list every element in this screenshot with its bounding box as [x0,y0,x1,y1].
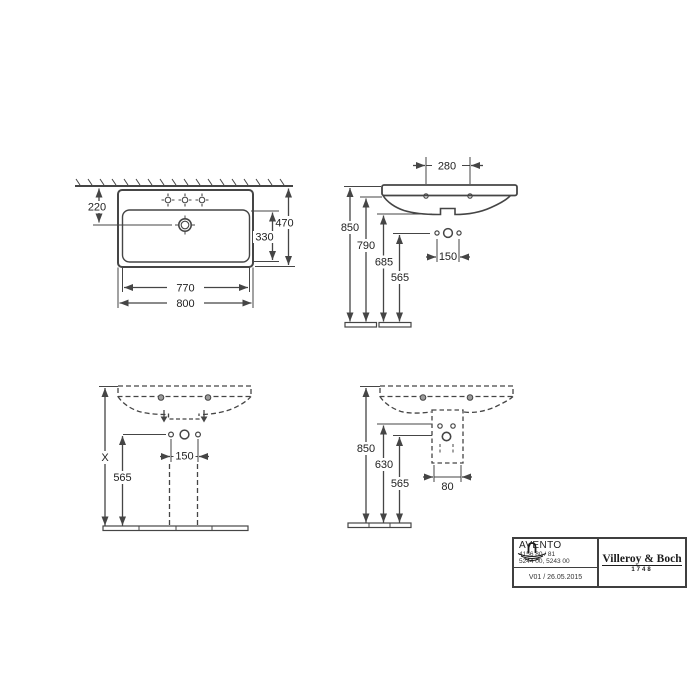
dim-label-685: 685 [374,256,394,269]
tap-holes [162,194,209,207]
fixing-holes [169,430,201,439]
dim-280 [413,157,483,184]
dim-label-850: 850 [340,222,360,234]
title-block-brand-cell [599,539,685,586]
rim-outline-dashed [380,386,513,397]
dim-80 [423,465,472,493]
underside-profile [383,196,511,215]
underside-profile-dashed [380,397,513,414]
mount-hole-left-dashed [158,395,164,401]
mount-hole-left-dashed [420,395,426,401]
title-block [512,537,687,588]
basin-bowl-outline [123,210,250,262]
product-name: AVENTO [519,540,562,551]
dim-label-x: X [101,452,109,464]
drain-notch-dashed [169,414,200,420]
dim-x [96,387,118,526]
dim-label-800: 800 [176,298,195,310]
fixing-holes [435,229,461,238]
dim-label-565-front: 565 [390,272,410,284]
standpipe-dashed [170,464,198,526]
article-numbers-line1: 4156 80 / 81 [519,551,556,558]
drain-crosshairs [175,216,195,235]
dim-label-280: 280 [437,160,457,173]
dim-label-150-front: 150 [438,251,458,263]
dim-label-150-pedestal: 150 [175,450,194,463]
dim-label-850-trap: 850 [356,443,376,455]
dim-565 [385,234,430,322]
pedestal-view [96,386,251,531]
underside-profile-dashed [118,397,251,415]
dim-770 [123,268,250,295]
dim-150-pedestal [160,439,209,463]
dim-850-trap [352,387,381,523]
fixing-direction-arrows [161,410,208,423]
dim-630 [369,424,432,523]
dim-label-770: 770 [176,282,195,295]
brand-name: Villeroy & Boch [602,553,682,565]
dim-685 [369,214,432,322]
rim-outline-dashed [118,386,251,397]
brand-year: 1748 [631,567,653,573]
dim-label-790: 790 [356,240,376,252]
dim-label-80: 80 [441,481,454,493]
plan-view [75,179,298,310]
front-view [336,157,517,327]
floor-line-pedestal [103,526,248,531]
dim-850 [336,187,381,322]
dim-label-470: 470 [275,217,294,230]
dim-470 [255,189,298,267]
dim-label-565-trap: 565 [390,478,410,490]
dim-label-220: 220 [87,201,107,214]
trap-fittings [438,424,455,453]
dim-label-565-pedestal: 565 [113,472,132,484]
dim-label-630: 630 [374,459,394,471]
dim-565-pedestal [108,436,137,526]
rim-outline [382,185,517,196]
villeroy-boch-logo-icon [514,539,550,562]
dim-220 [85,189,109,223]
floor-line-trap [348,523,411,528]
floor-line-front [345,323,411,328]
article-numbers-line2: 5244 00, 5243 00 [519,558,570,565]
dim-565-trap [385,436,432,523]
tap-hole-crosshairs [162,194,209,207]
mount-hole-right-dashed [205,395,211,401]
trap-box-dashed [432,410,463,463]
dim-label-330: 330 [255,231,274,244]
wall-hatch-marks [76,179,284,185]
drain-hole [93,216,195,235]
dim-150-front [426,239,470,263]
mount-hole-right-dashed [467,395,473,401]
version-date: V01 / 26.05.2015 [528,573,583,581]
trap-view [348,386,513,528]
